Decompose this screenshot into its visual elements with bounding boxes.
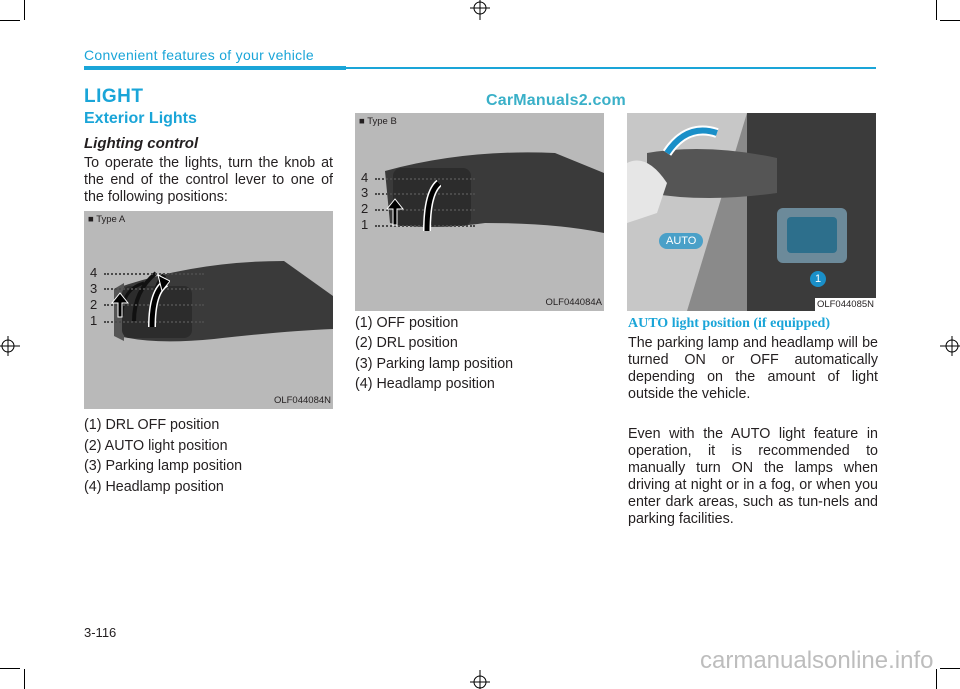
registration-mark <box>0 332 20 360</box>
position-number: 2 <box>90 297 98 312</box>
registration-mark <box>466 670 494 689</box>
header-rule <box>84 66 346 70</box>
list-item: (3) Parking lamp position <box>355 356 514 372</box>
auto-light-illustration <box>627 113 876 311</box>
rotate-arrow-icon <box>381 173 441 233</box>
crop-mark <box>936 0 937 20</box>
registration-mark <box>466 0 494 20</box>
callout-number: 1 <box>814 273 822 285</box>
crop-mark <box>24 669 25 689</box>
crop-mark <box>0 668 20 669</box>
callout-marker <box>810 271 826 287</box>
footer-watermark[interactable]: carmanualsonline.info <box>700 647 934 674</box>
crop-mark <box>940 668 960 669</box>
heading-exterior-lights: Exterior Lights <box>84 110 197 127</box>
auto-label-badge <box>659 233 703 249</box>
crop-mark <box>0 20 20 21</box>
auto-label-text: AUTO <box>666 235 697 247</box>
figure-type-label: ■ Type A <box>88 214 126 225</box>
position-number: 4 <box>361 170 369 185</box>
auto-paragraph-1: The parking lamp and headlamp will be turned ON or OFF automatically depending on the amount of light outside the vehicle. <box>628 335 878 402</box>
auto-paragraph-2: Even with the AUTO light feature in operation, it is recommended to manually turn ON the lamps when driving at night or in a fog, or when you enter dark areas, such as tun-nels and parking facilities. <box>628 426 878 527</box>
figure-type-label: ■ Type B <box>359 116 397 127</box>
running-header: Convenient features of your vehicle <box>84 47 314 63</box>
crop-mark <box>940 20 960 21</box>
list-item: (1) OFF position <box>355 315 459 331</box>
crop-mark <box>24 0 25 20</box>
position-number: 1 <box>361 217 369 232</box>
crop-mark <box>936 669 937 689</box>
position-number: 1 <box>90 313 98 328</box>
heading-auto-light: AUTO light position (if equipped) <box>628 316 831 331</box>
list-item: (3) Parking lamp position <box>84 458 243 474</box>
subheading-lighting-control: Lighting control <box>84 135 199 152</box>
rotate-arrow-icon <box>110 269 170 329</box>
registration-mark <box>940 332 960 360</box>
list-item: (1) DRL OFF position <box>84 417 220 433</box>
page-number: 3-116 <box>84 625 117 640</box>
list-item: (4) Headlamp position <box>84 479 224 495</box>
position-number: 2 <box>361 201 369 216</box>
list-item: (2) AUTO light position <box>84 438 228 454</box>
list-item: (4) Headlamp position <box>355 376 495 392</box>
figure-type-b <box>355 113 604 311</box>
figure-type-a <box>84 211 333 409</box>
position-number: 4 <box>90 265 98 280</box>
position-number: 3 <box>90 281 98 296</box>
intro-paragraph: To operate the lights, turn the knob at the end of the control lever to one of the following positions: <box>84 155 333 205</box>
figure-auto-light <box>627 113 876 311</box>
figure-code: OLF044085N <box>816 299 874 310</box>
section-title: LIGHT <box>84 86 144 107</box>
figure-code: OLF044084A <box>545 297 602 308</box>
header-rule <box>346 67 876 69</box>
position-number: 3 <box>361 185 369 200</box>
list-item: (2) DRL position <box>355 335 458 351</box>
watermark[interactable]: CarManuals2.com <box>486 92 626 109</box>
figure-code: OLF044084N <box>273 395 331 406</box>
